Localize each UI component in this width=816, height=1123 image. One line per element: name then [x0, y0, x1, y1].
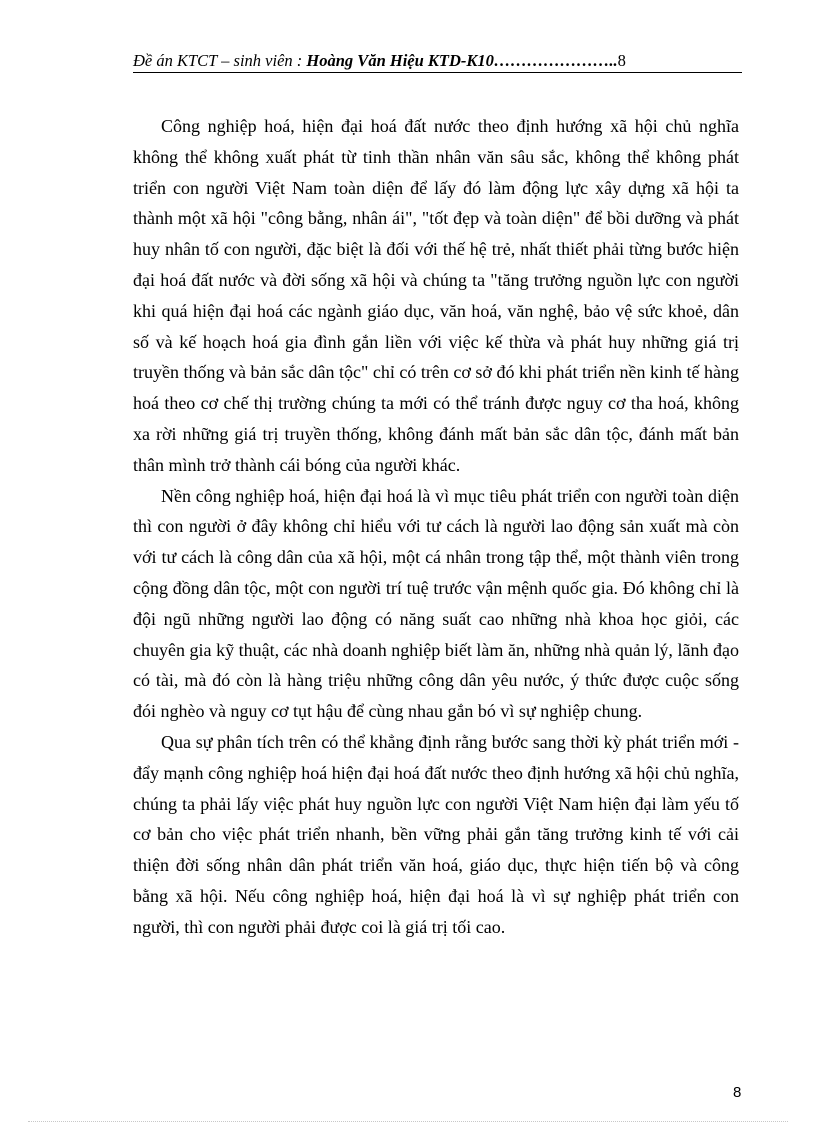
footer-page-number: 8 — [733, 1084, 742, 1101]
paragraph-3: Qua sự phân tích trên có thể khẳng định rằng bước sang thời kỳ phát triển mới - đẩy mạnh công nghiệp hoá hiện đại hoá đất nước theo định hướng xã hội chủ nghĩa, chúng ta phải lấy việc phát huy nguồn lực con người Việt Nam hiện đại làm yếu tố cơ bản cho việc phát triển nhanh, bền vững phải gắn tăng trưởng kinh tế với cải thiện đời sống nhân dân phát triển văn hoá, giáo dục, thực hiện tiến bộ và công bằng xã hội. Nếu công nghiệp hoá, hiện đại hoá là vì sự nghiệp phát triển con người, thì con người phải được coi là giá trị tối cao. — [133, 731, 739, 937]
document-body — [133, 111, 739, 943]
page-header — [133, 50, 742, 73]
header-course-label: Đề án KTCT – sinh viên : — [133, 51, 307, 70]
header-author: Hoàng Văn Hiệu KTD-K10………………….. — [306, 51, 618, 70]
paragraph-1: Công nghiệp hoá, hiện đại hoá đất nước theo định hướng xã hội chủ nghĩa không thể không xuất phát từ tinh thần nhân văn sâu sắc, không thể không phát triển con người Việt Nam toàn diện để lấy đó làm động lực xây dựng xã hội ta thành một xã hội "công bằng, nhân ái", "tốt đẹp và toàn diện" để bồi dưỡng và phát huy nhân tố con người, đặc biệt là đối với thế hệ trẻ, nhất thiết phải từng bước hiện đại hoá đất nước và đời sống xã hội và chúng ta "tăng trưởng nguồn lực con người khi quá hiện đại hoá các ngành giáo dục, văn hoá, văn nghệ, bảo vệ sức khoẻ, dân số và kế hoạch hoá gia đình gắn liền với việc kế thừa và phát huy những giá trị truyền thống và bản sắc dân tộc" chỉ có trên cơ sở đó khi phát triển nền kinh tế hàng hoá theo cơ chế thị trường chúng ta mới có thể tránh được nguy cơ tha hoá, không xa rời những giá trị truyền thống, không đánh mất bản sắc dân tộc, đánh mất bản thân mình trở thành cái bóng của người khác. — [133, 116, 739, 475]
page-bottom-divider — [28, 1121, 788, 1122]
header-page-number: 8 — [617, 51, 626, 70]
paragraph-2: Nền công nghiệp hoá, hiện đại hoá là vì mục tiêu phát triển con người toàn diện thì con người ở đây không chỉ hiểu với tư cách là người lao động sản xuất mà còn với tư cách là công dân của xã hội, một cá nhân trong tập thể, một thành viên trong cộng đồng dân tộc, một con người trí tuệ trước vận mệnh quốc gia. Đó không chỉ là đội ngũ những người lao động có năng suất cao những nhà khoa học giỏi, các chuyên gia kỹ thuật, các nhà doanh nghiệp biết làm ăn, những nhà quản lý, lãnh đạo có tài, mà đó còn là hàng triệu những công dân yêu nước, ý thức được cuộc sống đói nghèo và nguy cơ tụt hậu để cùng nhau gắn bó vì sự nghiệp chung. — [133, 485, 739, 722]
